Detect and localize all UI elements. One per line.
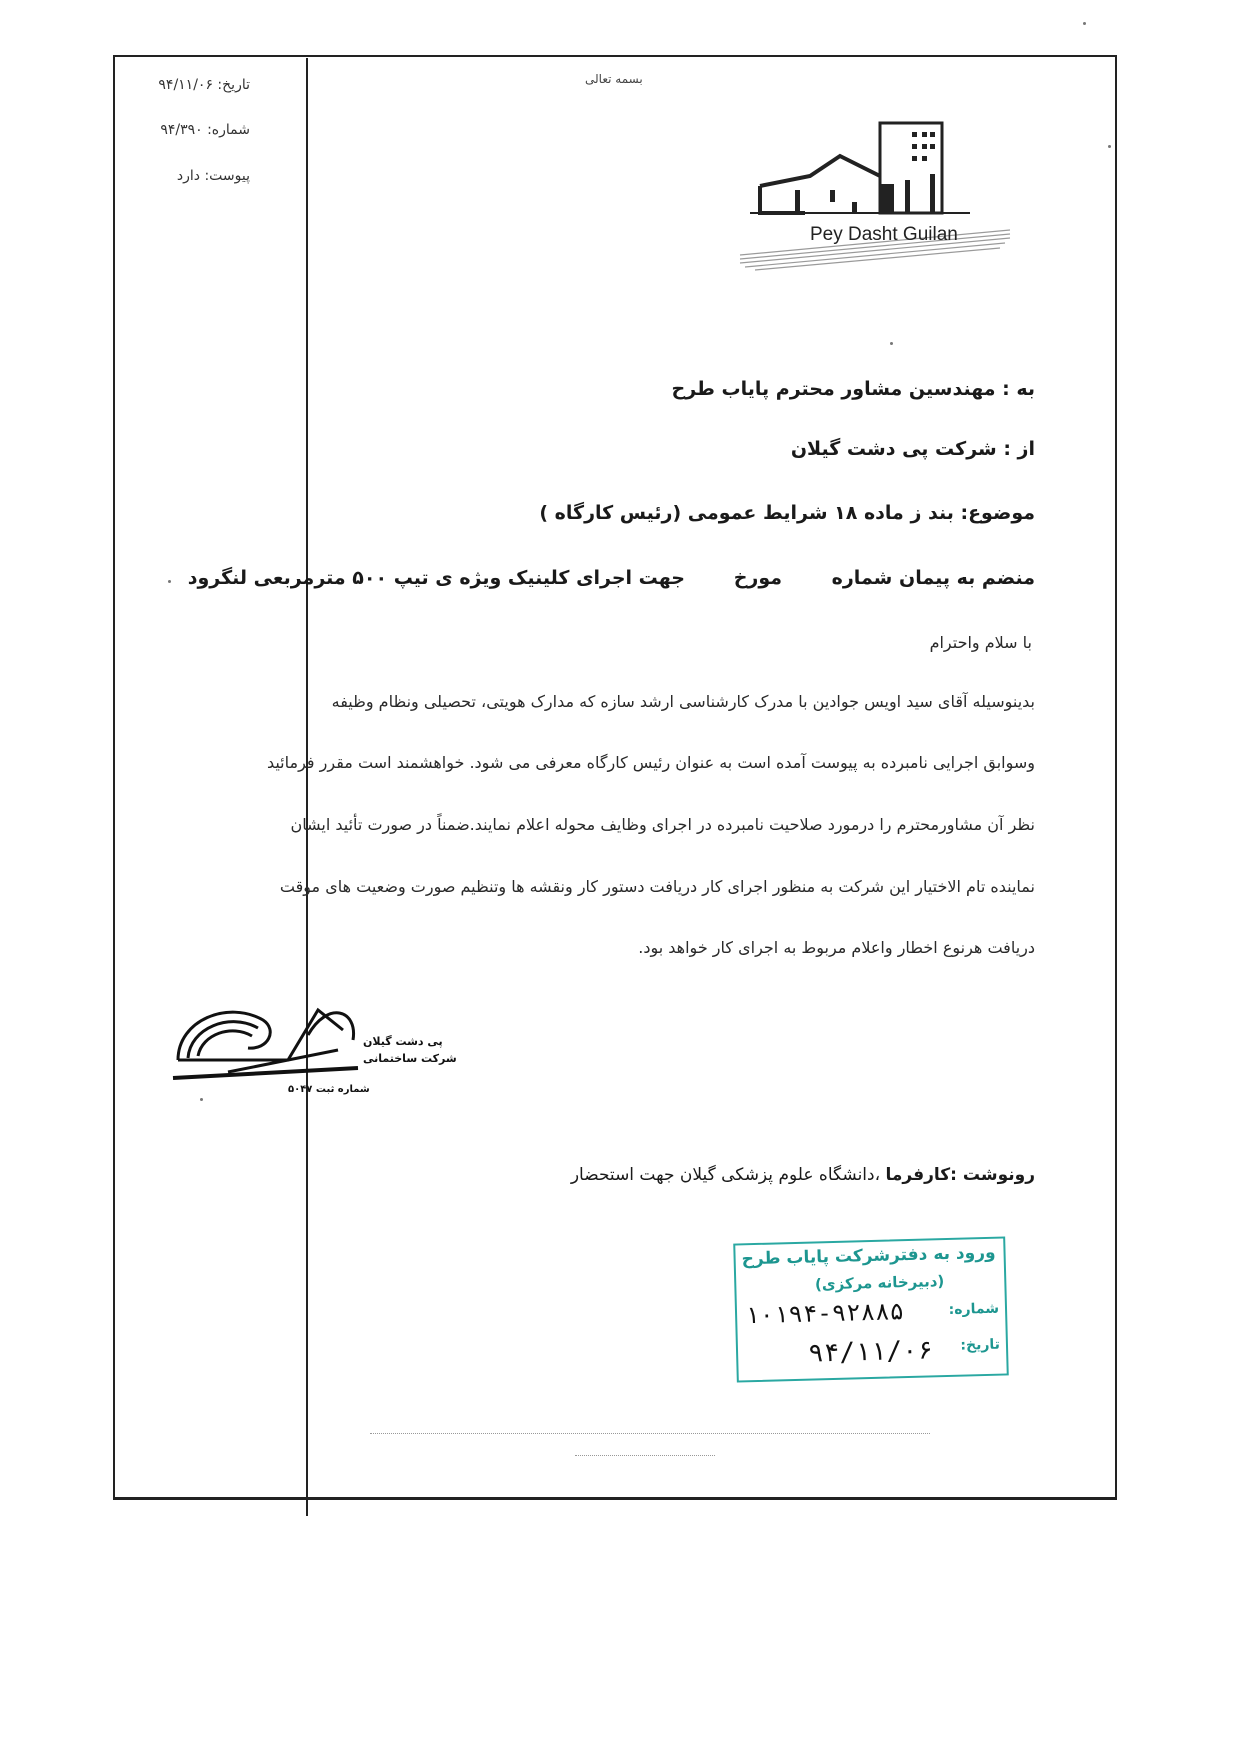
body-line-3: نظر آن مشاورمحترم را درمورد صلاحیت نامبرده در اجرای وظایف محوله اعلام نمایند.ضمناً در صورت تأئید ایشان bbox=[290, 815, 1035, 834]
bismillah: بسمه تعالی bbox=[585, 72, 643, 86]
scan-speck bbox=[200, 1098, 203, 1101]
footer-contact bbox=[575, 1455, 715, 1460]
stamp-number-value: ۱۰۱۹۴-۹۲۸۸۵ bbox=[744, 1297, 905, 1330]
body-line-4: نماینده تام الاختیار این شرکت به منظور اجرای کار دریافت دستور کار ونقشه ها وتنظیم صورت وضعیت های موقت bbox=[279, 877, 1035, 896]
cc-label: رونوشت :کارفرما bbox=[885, 1165, 1035, 1185]
contract-ref-label: منضم به پیمان شماره bbox=[831, 567, 1035, 589]
stamp-date-value: ۹۴/۱۱/۰۶ bbox=[807, 1335, 934, 1369]
scan-speck bbox=[1083, 22, 1086, 25]
letter-number: شماره: ۹۴/۳۹۰ bbox=[160, 122, 250, 138]
stamp-subtitle: (دبیرخانه مرکزی) bbox=[814, 1272, 945, 1294]
cc-separator: ، bbox=[874, 1165, 886, 1185]
greeting: با سلام واحترام bbox=[929, 633, 1032, 652]
subject: موضوع: بند ز ماده ۱۸ شرایط عمومی (رئیس کارگاه ) bbox=[539, 502, 1035, 524]
body-line-5: دریافت هرنوع اخطار واعلام مربوط به اجرای کار خواهد بود. bbox=[638, 938, 1035, 957]
stamp-number-label: شماره: bbox=[948, 1300, 1000, 1318]
stamp-title: ورود به دفترشرکت پایاب طرح bbox=[741, 1242, 996, 1270]
footer-address bbox=[370, 1433, 930, 1438]
seal-company-type: شرکت ساختمانی bbox=[363, 1052, 457, 1065]
contract-date-label: مورخ bbox=[733, 567, 782, 589]
stamp-date-label: تاریخ: bbox=[960, 1336, 1001, 1354]
scan-speck bbox=[168, 580, 171, 583]
seal-company-name: پی دشت گیلان bbox=[363, 1035, 443, 1048]
seal-registration: شماره ثبت ۵۰۴۷ bbox=[288, 1084, 370, 1095]
sender: از : شرکت پی دشت گیلان bbox=[790, 438, 1035, 460]
scan-speck bbox=[890, 342, 893, 345]
logo-wordmark: Pey Dasht Guilan bbox=[810, 224, 958, 245]
contract-project: جهت اجرای کلینیک ویژه ی تیپ ۵۰۰ مترمربعی لنگرود bbox=[187, 567, 685, 589]
scan-speck bbox=[1108, 145, 1111, 148]
cc-line bbox=[571, 1165, 1035, 1185]
addressee: به : مهندسین مشاور محترم پایاب طرح bbox=[671, 378, 1035, 400]
company-seal bbox=[168, 990, 457, 1100]
body-line-2: وسوابق اجرایی نامبرده به پیوست آمده است به عنوان رئیس کارگاه معرفی می شود. خواهشمند است مقرر فرمائید bbox=[266, 753, 1035, 772]
incoming-stamp bbox=[733, 1236, 1009, 1382]
company-logo bbox=[730, 118, 1030, 278]
scan-vertical-line bbox=[306, 58, 308, 1516]
letter-attachment: پیوست: دارد bbox=[176, 168, 250, 184]
body-line-1: بدینوسیله آقای سید اویس جوادین با مدرک کارشناسی ارشد سازه که مدارک هویتی، تحصیلی ونظام وظیفه bbox=[331, 692, 1035, 711]
cc-text: دانشگاه علوم پزشکی گیلان جهت استحضار bbox=[570, 1165, 875, 1185]
letter-date: تاریخ: ۹۴/۱۱/۰۶ bbox=[158, 77, 250, 93]
